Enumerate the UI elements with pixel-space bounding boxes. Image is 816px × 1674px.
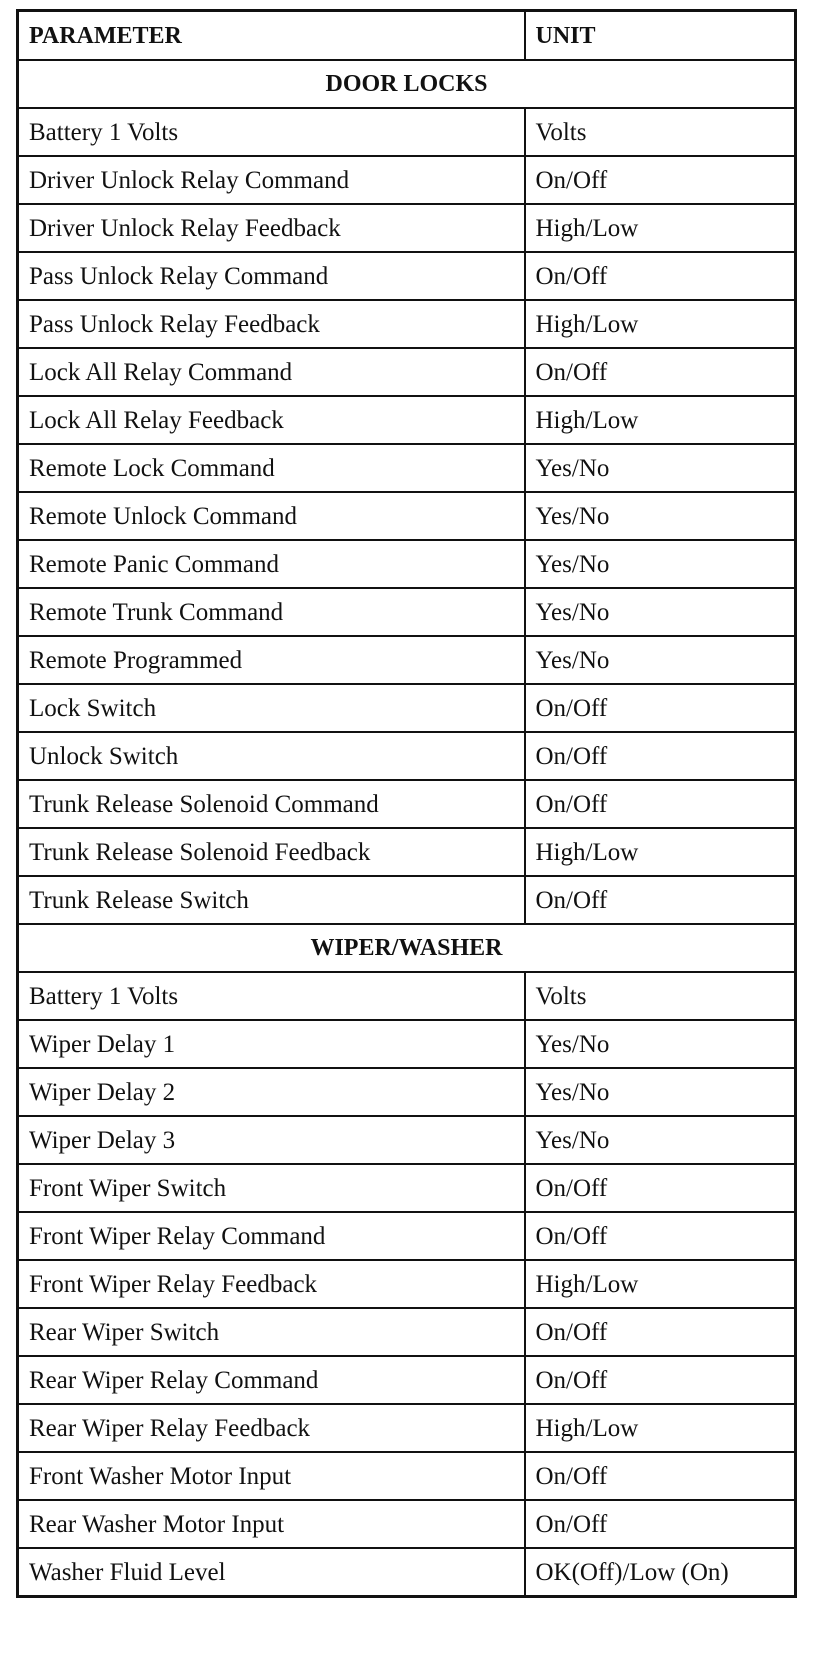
- table-row: [18, 1164, 796, 1212]
- table-row: [18, 1116, 796, 1164]
- unit-cell: Yes/No: [525, 540, 796, 588]
- unit-cell: On/Off: [525, 252, 796, 300]
- parameter-cell: Rear Wiper Relay Command: [18, 1356, 525, 1404]
- table-row: [18, 1500, 796, 1548]
- table-row: [18, 204, 796, 252]
- unit-cell: OK(Off)/Low (On): [525, 1548, 796, 1597]
- unit-cell: On/Off: [525, 156, 796, 204]
- unit-cell: On/Off: [525, 1452, 796, 1500]
- parameter-cell: Rear Washer Motor Input: [18, 1500, 525, 1548]
- table-row: [18, 1404, 796, 1452]
- unit-cell: On/Off: [525, 876, 796, 924]
- table-row: [18, 732, 796, 780]
- table-row: [18, 540, 796, 588]
- table-row: [18, 156, 796, 204]
- parameter-cell: Driver Unlock Relay Command: [18, 156, 525, 204]
- header-parameter: PARAMETER: [18, 11, 525, 61]
- table-row: [18, 1020, 796, 1068]
- table-row: [18, 1548, 796, 1597]
- unit-cell: On/Off: [525, 1212, 796, 1260]
- parameter-cell: Remote Panic Command: [18, 540, 525, 588]
- unit-cell: On/Off: [525, 348, 796, 396]
- parameter-cell: Wiper Delay 2: [18, 1068, 525, 1116]
- table-row: [18, 972, 796, 1020]
- unit-cell: Yes/No: [525, 1116, 796, 1164]
- unit-cell: High/Low: [525, 828, 796, 876]
- parameter-cell: Remote Programmed: [18, 636, 525, 684]
- header-row: [18, 11, 796, 61]
- unit-cell: High/Low: [525, 396, 796, 444]
- table-row: [18, 1212, 796, 1260]
- table-row: [18, 828, 796, 876]
- parameter-cell: Rear Wiper Relay Feedback: [18, 1404, 525, 1452]
- parameter-cell: Pass Unlock Relay Command: [18, 252, 525, 300]
- parameter-cell: Trunk Release Switch: [18, 876, 525, 924]
- parameter-table: [16, 9, 797, 1598]
- parameter-table-container: [16, 9, 794, 1598]
- table-row: [18, 252, 796, 300]
- parameter-cell: Front Wiper Relay Feedback: [18, 1260, 525, 1308]
- section-title: DOOR LOCKS: [18, 60, 796, 108]
- unit-cell: High/Low: [525, 204, 796, 252]
- table-header: [18, 11, 796, 61]
- unit-cell: Yes/No: [525, 588, 796, 636]
- unit-cell: Yes/No: [525, 492, 796, 540]
- parameter-cell: Battery 1 Volts: [18, 108, 525, 156]
- table-row: [18, 1068, 796, 1116]
- unit-cell: On/Off: [525, 1308, 796, 1356]
- table-row: [18, 348, 796, 396]
- table-row: [18, 588, 796, 636]
- parameter-cell: Lock Switch: [18, 684, 525, 732]
- table-row: [18, 108, 796, 156]
- unit-cell: Yes/No: [525, 444, 796, 492]
- unit-cell: Yes/No: [525, 636, 796, 684]
- table-row: [18, 492, 796, 540]
- table-body: [18, 60, 796, 1597]
- unit-cell: On/Off: [525, 1500, 796, 1548]
- table-row: [18, 1308, 796, 1356]
- parameter-cell: Unlock Switch: [18, 732, 525, 780]
- parameter-cell: Wiper Delay 1: [18, 1020, 525, 1068]
- parameter-cell: Front Washer Motor Input: [18, 1452, 525, 1500]
- parameter-cell: Remote Trunk Command: [18, 588, 525, 636]
- parameter-cell: Rear Wiper Switch: [18, 1308, 525, 1356]
- section-title: WIPER/WASHER: [18, 924, 796, 972]
- table-row: [18, 876, 796, 924]
- parameter-cell: Remote Unlock Command: [18, 492, 525, 540]
- unit-cell: High/Low: [525, 1260, 796, 1308]
- unit-cell: On/Off: [525, 1164, 796, 1212]
- table-row: [18, 1356, 796, 1404]
- unit-cell: Volts: [525, 108, 796, 156]
- table-row: [18, 300, 796, 348]
- section-header-row: [18, 60, 796, 108]
- parameter-cell: Trunk Release Solenoid Feedback: [18, 828, 525, 876]
- table-row: [18, 780, 796, 828]
- section-header-row: [18, 924, 796, 972]
- parameter-cell: Remote Lock Command: [18, 444, 525, 492]
- table-row: [18, 444, 796, 492]
- table-row: [18, 636, 796, 684]
- parameter-cell: Pass Unlock Relay Feedback: [18, 300, 525, 348]
- unit-cell: On/Off: [525, 684, 796, 732]
- unit-cell: Volts: [525, 972, 796, 1020]
- parameter-cell: Front Wiper Relay Command: [18, 1212, 525, 1260]
- parameter-cell: Battery 1 Volts: [18, 972, 525, 1020]
- unit-cell: On/Off: [525, 780, 796, 828]
- header-unit: UNIT: [525, 11, 796, 61]
- parameter-cell: Lock All Relay Command: [18, 348, 525, 396]
- unit-cell: Yes/No: [525, 1020, 796, 1068]
- parameter-cell: Trunk Release Solenoid Command: [18, 780, 525, 828]
- parameter-cell: Washer Fluid Level: [18, 1548, 525, 1597]
- parameter-cell: Lock All Relay Feedback: [18, 396, 525, 444]
- table-row: [18, 1260, 796, 1308]
- table-row: [18, 684, 796, 732]
- table-row: [18, 396, 796, 444]
- unit-cell: High/Low: [525, 300, 796, 348]
- unit-cell: On/Off: [525, 1356, 796, 1404]
- parameter-cell: Driver Unlock Relay Feedback: [18, 204, 525, 252]
- unit-cell: High/Low: [525, 1404, 796, 1452]
- parameter-cell: Wiper Delay 3: [18, 1116, 525, 1164]
- unit-cell: Yes/No: [525, 1068, 796, 1116]
- table-row: [18, 1452, 796, 1500]
- parameter-cell: Front Wiper Switch: [18, 1164, 525, 1212]
- unit-cell: On/Off: [525, 732, 796, 780]
